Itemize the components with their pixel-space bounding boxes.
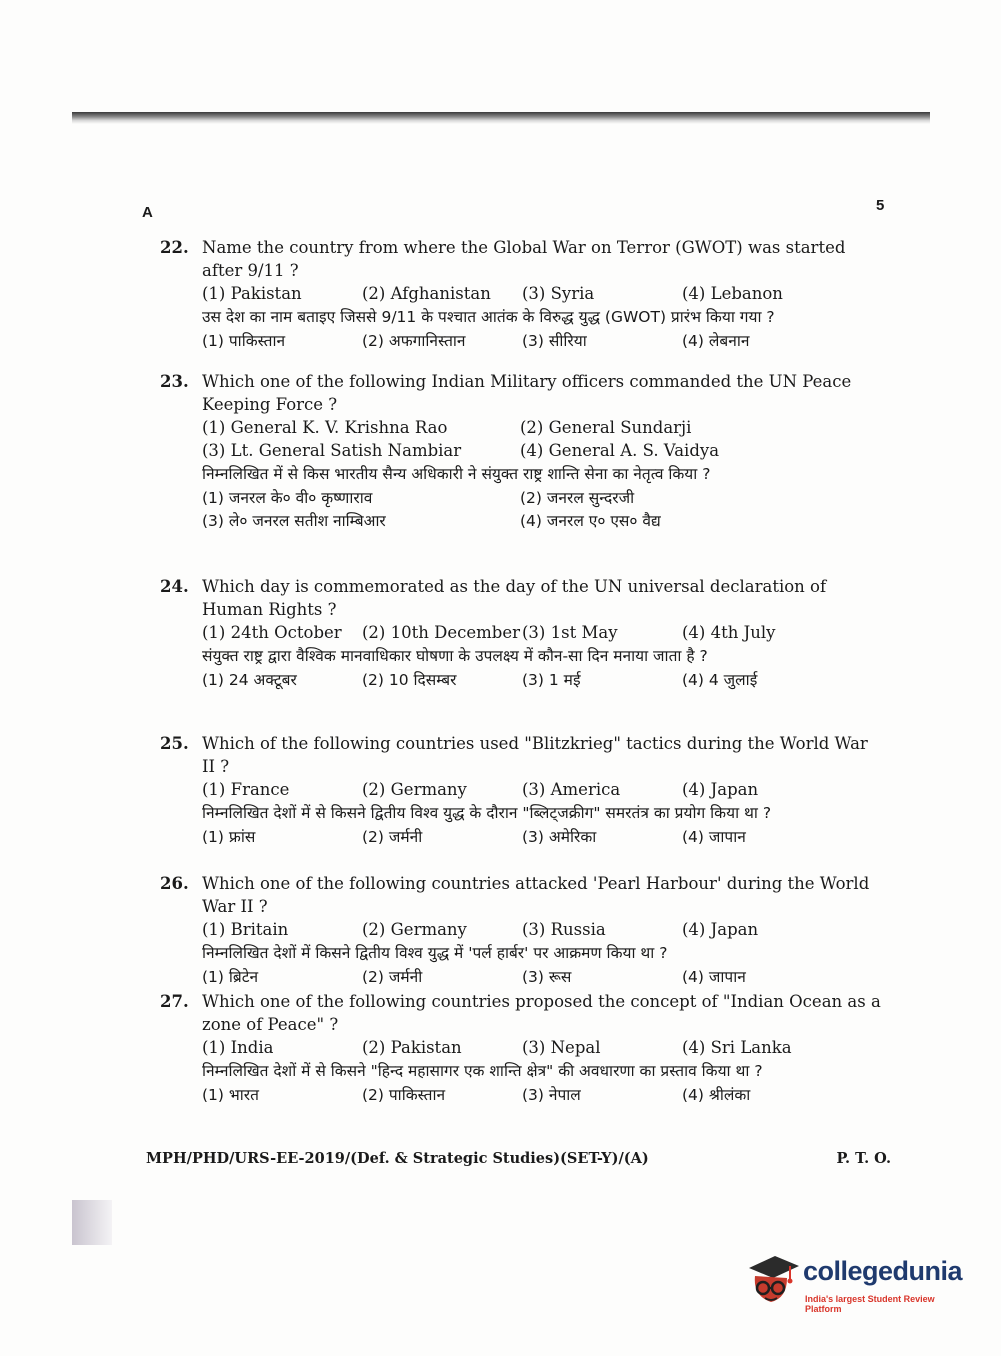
option-en: (2) Germany (362, 920, 467, 939)
option-hi: (1) 24 अक्टूबर (202, 671, 297, 689)
question-23 (160, 370, 885, 533)
option-hi: (4) जनरल ए० एस० वैद्य (520, 512, 661, 530)
option-hi: (4) लेबनान (682, 332, 750, 350)
question-text-hi: संयुक्त राष्ट्र द्वारा वैश्विक मानवाधिकार घोषणा के उपलक्ष्य में कौन-सा दिन मनाया जाता है ? (202, 647, 708, 665)
page-number: 5 (876, 197, 885, 214)
collegedunia-logo[interactable] (745, 1250, 970, 1312)
option-en: (2) Germany (362, 780, 467, 799)
option-hi: (2) जनरल सुन्दरजी (520, 489, 635, 507)
option-hi: (3) ले० जनरल सतीश नाम्बिआर (202, 512, 386, 530)
option-hi: (3) अमेरिका (522, 828, 597, 846)
question-27 (160, 990, 885, 1107)
option-hi: (1) भारत (202, 1086, 259, 1104)
scan-shadow (72, 1200, 112, 1245)
option-en: (3) Russia (522, 920, 606, 939)
option-en: (4) General A. S. Vaidya (520, 441, 720, 460)
option-en: (2) Afghanistan (362, 284, 491, 303)
option-hi: (2) जर्मनी (362, 828, 423, 846)
question-text-en: Name the country from where the Global War on Terror (GWOT) was started after 9/11 ? (202, 238, 846, 280)
option-en: (3) America (522, 780, 621, 799)
question-number: 26. (160, 874, 189, 893)
option-en: (3) Lt. General Satish Nambiar (202, 441, 462, 460)
option-en: (4) Sri Lanka (682, 1038, 792, 1057)
logo-name: collegedunia (803, 1256, 963, 1286)
question-number: 25. (160, 734, 189, 753)
pto-label: P. T. O. (836, 1150, 891, 1167)
option-hi: (2) पाकिस्तान (362, 1086, 446, 1104)
option-hi: (1) जनरल के० वी० कृष्णाराव (202, 489, 373, 507)
option-hi: (2) जर्मनी (362, 968, 423, 986)
option-en: (2) General Sundarji (520, 418, 692, 437)
option-hi: (2) 10 दिसम्बर (362, 671, 457, 689)
mascot-icon (745, 1250, 799, 1310)
option-hi: (4) 4 जुलाई (682, 671, 758, 689)
option-hi: (3) 1 मई (522, 671, 581, 689)
question-number: 23. (160, 372, 189, 391)
option-en: (1) Britain (202, 920, 289, 939)
question-text-en: Which of the following countries used "Blitzkrieg" tactics during the World War II ? (202, 734, 868, 776)
question-text-en: Which one of the following Indian Military officers commanded the UN Peace Keeping Force ? (202, 372, 852, 414)
option-hi: (1) ब्रिटेन (202, 968, 259, 986)
option-en: (1) General K. V. Krishna Rao (202, 418, 448, 437)
question-number: 22. (160, 238, 189, 257)
option-hi: (1) फ्रांस (202, 828, 256, 846)
option-en: (1) Pakistan (202, 284, 302, 303)
option-en: (2) Pakistan (362, 1038, 462, 1057)
question-25 (160, 732, 885, 849)
question-text-hi: निम्नलिखित देशों में से किसने "हिन्द महासागर एक शान्ति क्षेत्र" की अवधारणा का प्रस्ताव किया था ? (202, 1062, 763, 1080)
question-24 (160, 575, 885, 692)
option-en: (4) Lebanon (682, 284, 783, 303)
question-22 (160, 236, 885, 353)
option-en: (4) Japan (682, 780, 759, 799)
option-hi: (3) नेपाल (522, 1086, 581, 1104)
option-en: (1) 24th October (202, 623, 342, 642)
option-hi: (3) रूस (522, 968, 572, 986)
question-text-en: Which one of the following countries attacked 'Pearl Harbour' during the World War II ? (202, 874, 870, 916)
option-en: (2) 10th December (362, 623, 520, 642)
question-text-hi: निम्नलिखित देशों में से किसने द्वितीय विश्व युद्ध के दौरान "ब्लिट्जक्रीग" समरतंत्र का प्रयोग किया था ? (202, 804, 772, 822)
question-text-hi: उस देश का नाम बताइए जिससे 9/11 के पश्चात आतंक के विरुद्ध युद्ध (GWOT) प्रारंभ किया गया ? (202, 308, 775, 326)
option-en: (4) Japan (682, 920, 759, 939)
option-en: (3) Nepal (522, 1038, 601, 1057)
option-hi: (2) अफगानिस्तान (362, 332, 466, 350)
question-text-en: Which one of the following countries proposed the concept of "Indian Ocean as a zone of Peace" ? (202, 992, 881, 1034)
question-number: 27. (160, 992, 189, 1011)
option-hi: (3) सीरिया (522, 332, 587, 350)
option-en: (3) 1st May (522, 623, 618, 642)
option-en: (4) 4th July (682, 623, 776, 642)
logo-tagline: India's largest Student Review Platform (805, 1294, 935, 1314)
option-en: (1) France (202, 780, 290, 799)
question-26 (160, 872, 885, 989)
paper-code: MPH/PHD/URS-EE-2019/(Def. & Strategic Studies)(SET-Y)/(A) (146, 1150, 649, 1167)
question-text-hi: निम्नलिखित में से किस भारतीय सैन्य अधिकारी ने संयुक्त राष्ट्र शान्ति सेना का नेतृत्व किया ? (202, 465, 711, 483)
question-number: 24. (160, 577, 189, 596)
set-letter: A (142, 204, 153, 221)
option-en: (3) Syria (522, 284, 595, 303)
question-text-en: Which day is commemorated as the day of the UN universal declaration of Human Rights ? (202, 577, 827, 619)
scan-top-edge (72, 112, 930, 124)
option-hi: (1) पाकिस्तान (202, 332, 286, 350)
option-hi: (4) जापान (682, 828, 746, 846)
question-text-hi: निम्नलिखित देशों में किसने द्वितीय विश्व युद्ध में 'पर्ल हार्बर' पर आक्रमण किया था ? (202, 944, 668, 962)
option-hi: (4) जापान (682, 968, 746, 986)
option-hi: (4) श्रीलंका (682, 1086, 751, 1104)
option-en: (1) India (202, 1038, 274, 1057)
page-footer (146, 1150, 891, 1167)
